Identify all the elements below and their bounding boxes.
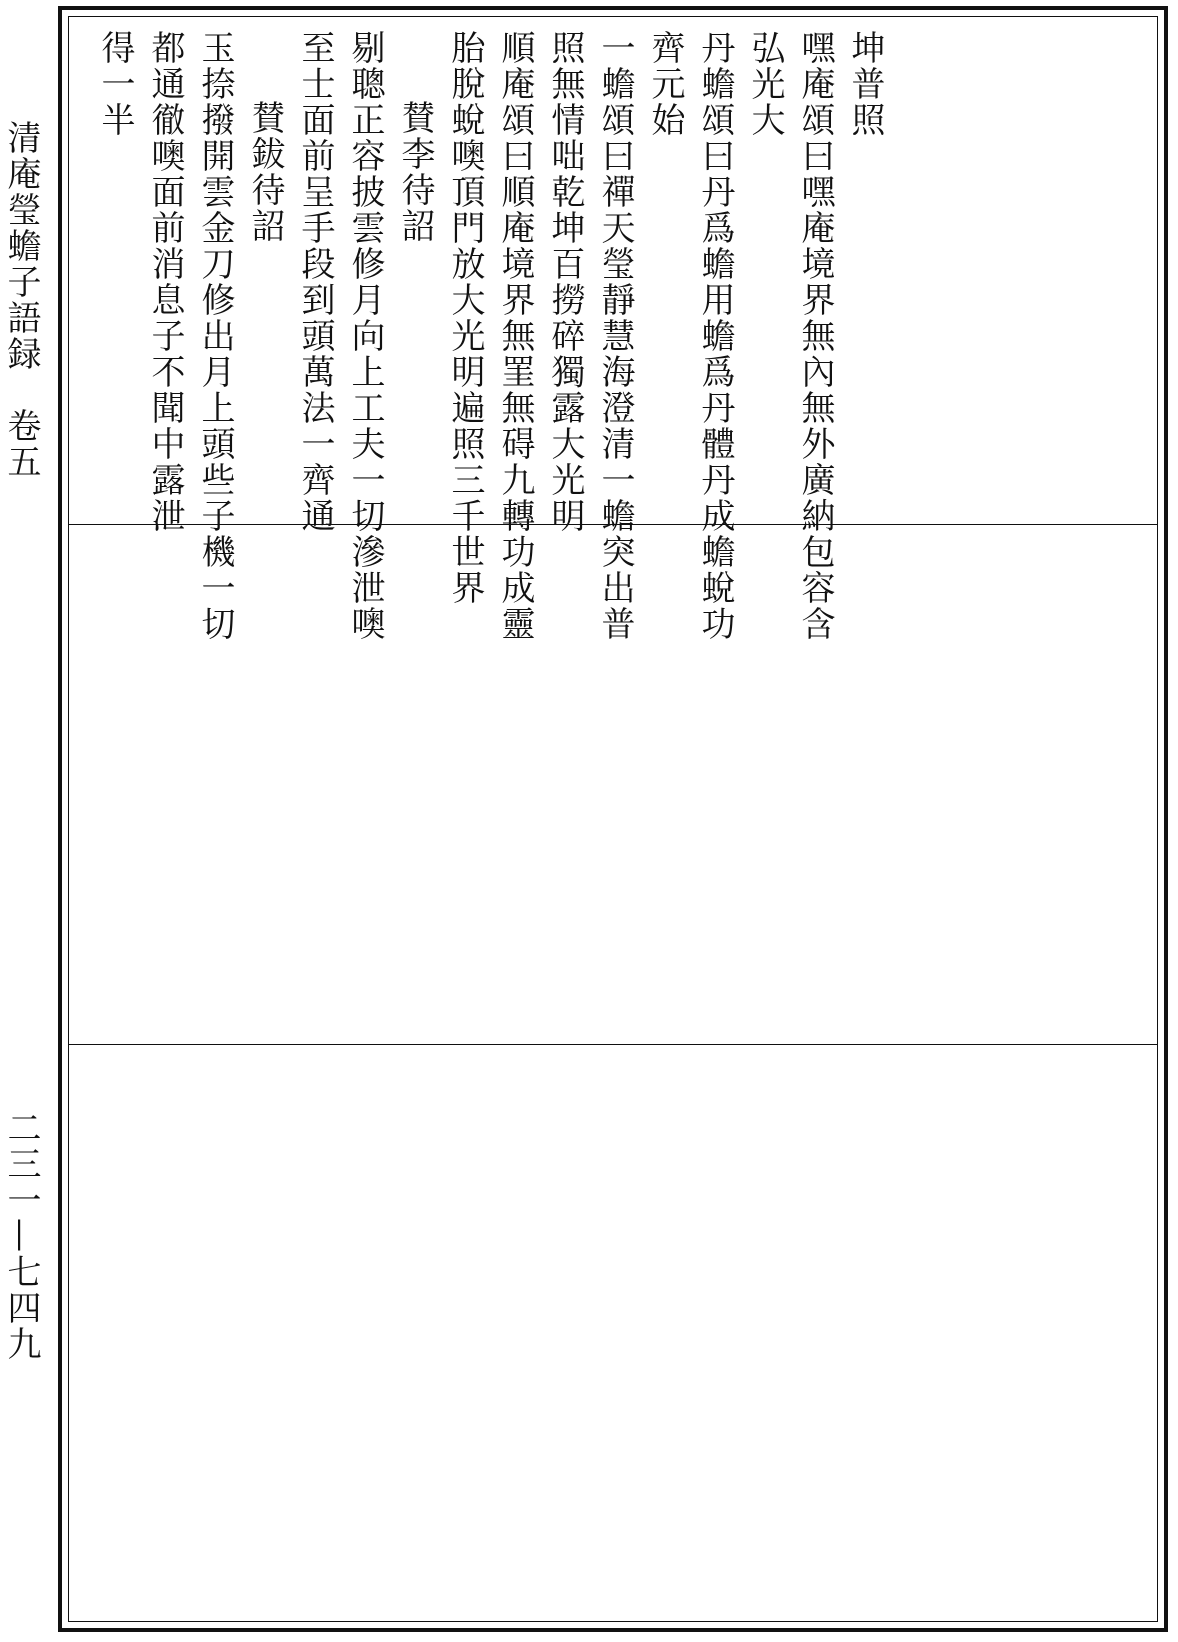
text-column: 照無情咄乾坤百撈碎獨露大光明 xyxy=(545,30,585,534)
text-column: 丹蟾頌曰丹爲蟾用蟾爲丹體丹成蟾蛻功 xyxy=(695,30,735,642)
text-column: 坤普照 xyxy=(845,30,885,138)
text-column: 一蟾頌曰禪天瑩靜慧海澄清一蟾突出普 xyxy=(595,30,635,642)
text-column: 都通徹噢面前消息子不聞中露泄 xyxy=(145,30,185,534)
text-column: 賛李待詔 xyxy=(395,100,435,244)
margin-title: 清庵瑩蟾子語録 卷五 xyxy=(1,120,41,480)
text-column: 嘿庵頌曰嘿庵境界無內無外廣納包容含 xyxy=(795,30,835,642)
text-column: 弘光大 xyxy=(745,30,785,138)
section-rule xyxy=(68,1044,1158,1045)
text-column: 剔聰正容披雲修月向上工夫一切滲泄噢 xyxy=(345,30,385,642)
text-column: 至士面前呈手段到頭萬法一齊通 xyxy=(295,30,335,534)
text-column: 得一半 xyxy=(95,30,135,138)
text-column: 順庵頌曰順庵境界無罣無碍九轉功成靈 xyxy=(495,30,535,642)
text-column: 齊元始 xyxy=(645,30,685,138)
text-column: 玉捺撥開雲金刀修出月上頭些子機一切 xyxy=(195,30,235,642)
margin-page-number: 二三一—七四九 xyxy=(1,1110,41,1362)
text-column: 賛鈸待詔 xyxy=(245,100,285,244)
text-column: 胎脫蛻噢頂門放大光明遍照三千世界 xyxy=(445,30,485,606)
